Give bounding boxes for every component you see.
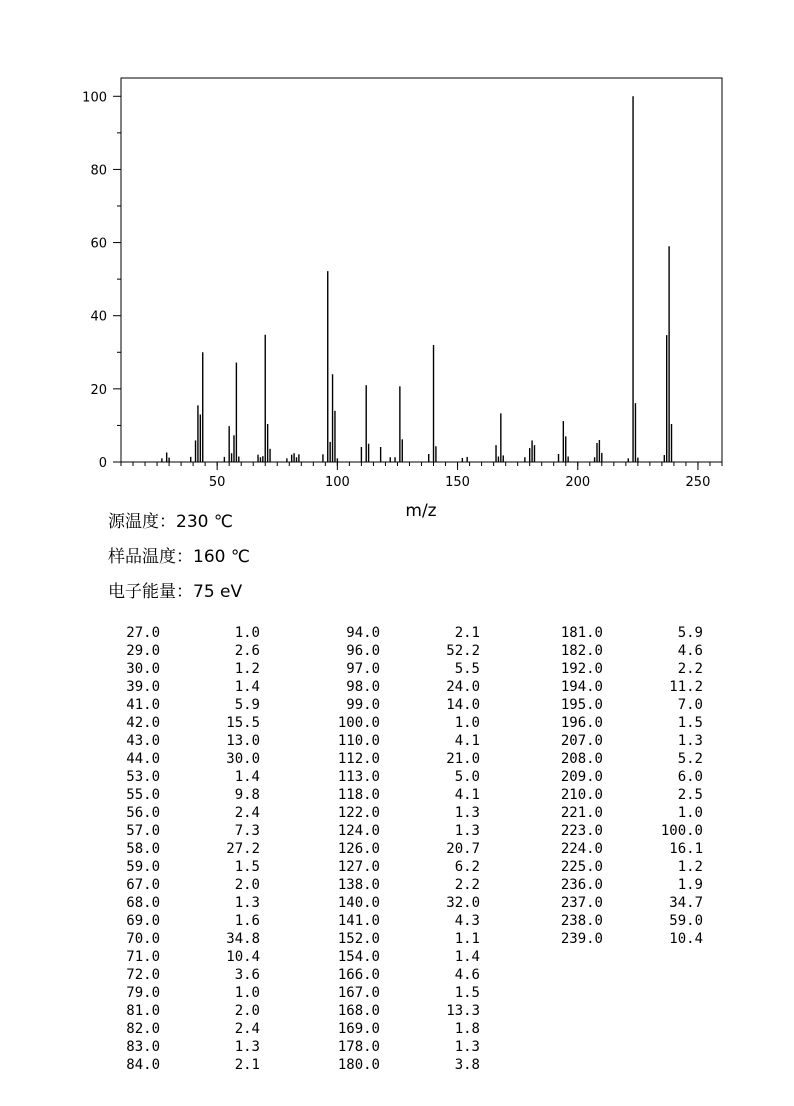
peak-intensity-value: 2.0 — [234, 877, 260, 893]
peak-intensity-value: 5.9 — [677, 625, 703, 641]
peak-intensity-value: 2.1 — [454, 625, 480, 641]
peak-mz-value: 72.0 — [126, 967, 160, 983]
y-tick-label: 0 — [98, 456, 107, 471]
peak-intensity-value: 4.6 — [454, 967, 480, 983]
peak-mz-value: 141.0 — [337, 913, 380, 929]
peak-mz-value: 225.0 — [560, 859, 603, 875]
peak-intensity-value: 2.1 — [234, 1057, 260, 1073]
peak-intensity-value: 1.2 — [677, 859, 703, 875]
peak-intensity-value: 1.0 — [234, 985, 260, 1001]
peak-intensity-value: 5.5 — [454, 661, 480, 677]
source-temperature: 源温度：230 ℃ — [108, 512, 233, 532]
peak-table — [0, 624, 794, 1074]
peak-mz-value: 98.0 — [346, 679, 380, 695]
peak-mz-value: 178.0 — [337, 1039, 380, 1055]
peak-intensity-value: 6.0 — [677, 769, 703, 785]
peak-mz-value: 42.0 — [126, 715, 160, 731]
peak-mz-value: 169.0 — [337, 1021, 380, 1037]
peak-intensity-value: 4.3 — [454, 913, 480, 929]
peak-col-2-mz — [310, 624, 380, 1074]
peak-intensity-value: 2.6 — [234, 643, 260, 659]
peak-intensity-value: 9.8 — [234, 787, 260, 803]
peak-intensity-value: 11.2 — [669, 679, 703, 695]
peak-intensity-value: 2.5 — [677, 787, 703, 803]
peak-intensity-value: 1.3 — [454, 805, 480, 821]
y-tick-label: 20 — [90, 382, 107, 398]
peak-mz-value: 236.0 — [560, 877, 603, 893]
peak-mz-value: 180.0 — [337, 1057, 380, 1073]
peak-mz-value: 124.0 — [337, 823, 380, 839]
x-axis-title: m/z — [405, 501, 437, 521]
peak-intensity-value: 5.0 — [454, 769, 480, 785]
peak-mz-value: 79.0 — [126, 985, 160, 1001]
peak-mz-value: 138.0 — [337, 877, 380, 893]
peak-intensity-value: 1.9 — [677, 877, 703, 893]
peak-mz-value: 182.0 — [560, 643, 603, 659]
peak-intensity-value: 21.0 — [446, 751, 480, 767]
x-tick-label: 50 — [208, 475, 226, 490]
peak-mz-value: 71.0 — [126, 949, 160, 965]
peak-mz-value: 196.0 — [560, 715, 603, 731]
peak-mz-value: 224.0 — [560, 841, 603, 857]
peak-mz-value: 68.0 — [126, 895, 160, 911]
peak-intensity-value: 13.0 — [226, 733, 260, 749]
peak-intensity-value: 1.3 — [454, 823, 480, 839]
peak-intensity-value: 1.4 — [454, 949, 480, 965]
peak-intensity-value: 16.1 — [669, 841, 703, 857]
y-tick-label: 100 — [82, 90, 107, 106]
peak-intensity-value: 27.2 — [226, 841, 260, 857]
peak-mz-value: 192.0 — [560, 661, 603, 677]
peak-intensity-value: 1.5 — [234, 859, 260, 875]
peak-mz-value: 207.0 — [560, 733, 603, 749]
peak-mz-value: 152.0 — [337, 931, 380, 947]
y-tick-label: 80 — [90, 163, 107, 179]
plot-frame — [121, 78, 722, 462]
peak-mz-value: 53.0 — [126, 769, 160, 785]
sample-temperature: 样品温度：160 ℃ — [108, 547, 250, 567]
peak-mz-value: 126.0 — [337, 841, 380, 857]
peak-intensity-value: 34.7 — [669, 895, 703, 911]
peak-mz-value: 67.0 — [126, 877, 160, 893]
peak-intensity-value: 1.3 — [677, 733, 703, 749]
peak-mz-value: 43.0 — [126, 733, 160, 749]
peak-mz-value: 57.0 — [126, 823, 160, 839]
peak-intensity-value: 5.2 — [677, 751, 703, 767]
peak-mz-value: 56.0 — [126, 805, 160, 821]
peak-mz-value: 29.0 — [126, 643, 160, 659]
peak-intensity-value: 2.4 — [234, 805, 260, 821]
peak-mz-value: 127.0 — [337, 859, 380, 875]
peak-intensity-value: 1.4 — [234, 679, 260, 695]
peak-intensity-value: 1.6 — [234, 913, 260, 929]
peak-mz-value: 70.0 — [126, 931, 160, 947]
peak-mz-value: 27.0 — [126, 625, 160, 641]
major-ticks — [82, 90, 710, 490]
peak-mz-value: 39.0 — [126, 679, 160, 695]
peak-col-3-intensity — [633, 624, 703, 948]
mass-spectrum-chart — [0, 0, 794, 530]
peak-mz-value: 69.0 — [126, 913, 160, 929]
peak-intensity-value: 24.0 — [446, 679, 480, 695]
peak-intensity-value: 1.5 — [454, 985, 480, 1001]
electron-energy: 电子能量：75 eV — [108, 582, 243, 602]
peak-mz-value: 167.0 — [337, 985, 380, 1001]
peak-mz-value: 30.0 — [126, 661, 160, 677]
peak-intensity-value: 7.3 — [234, 823, 260, 839]
x-tick-label: 150 — [445, 475, 470, 490]
peak-mz-value: 237.0 — [560, 895, 603, 911]
peak-col-3-mz — [533, 624, 603, 948]
peak-mz-value: 97.0 — [346, 661, 380, 677]
peak-mz-value: 100.0 — [337, 715, 380, 731]
peak-intensity-value: 10.4 — [669, 931, 703, 947]
peak-intensity-value: 1.5 — [677, 715, 703, 731]
peak-intensity-value: 30.0 — [226, 751, 260, 767]
spectrum-bars — [162, 96, 672, 462]
peak-intensity-value: 2.4 — [234, 1021, 260, 1037]
minor-ticks — [117, 133, 722, 466]
peak-mz-value: 96.0 — [346, 643, 380, 659]
peak-mz-value: 94.0 — [346, 625, 380, 641]
peak-intensity-value: 2.2 — [454, 877, 480, 893]
peak-intensity-value: 4.6 — [677, 643, 703, 659]
peak-intensity-value: 1.2 — [234, 661, 260, 677]
peak-mz-value: 41.0 — [126, 697, 160, 713]
peak-col-1-intensity — [190, 624, 260, 1074]
peak-mz-value: 118.0 — [337, 787, 380, 803]
peak-intensity-value: 3.8 — [454, 1057, 480, 1073]
peak-intensity-value: 52.2 — [446, 643, 480, 659]
peak-intensity-value: 1.0 — [454, 715, 480, 731]
peak-mz-value: 122.0 — [337, 805, 380, 821]
peak-intensity-value: 7.0 — [677, 697, 703, 713]
peak-mz-value: 210.0 — [560, 787, 603, 803]
x-tick-label: 100 — [324, 475, 350, 490]
y-tick-label: 40 — [90, 309, 107, 325]
peak-intensity-value: 1.1 — [454, 931, 480, 947]
peak-intensity-value: 2.2 — [677, 661, 703, 677]
x-tick-label: 250 — [685, 475, 711, 490]
peak-mz-value: 81.0 — [126, 1003, 160, 1019]
peak-intensity-value: 14.0 — [446, 697, 480, 713]
peak-intensity-value: 5.9 — [234, 697, 260, 713]
peak-intensity-value: 10.4 — [226, 949, 260, 965]
peak-mz-value: 166.0 — [337, 967, 380, 983]
peak-mz-value: 112.0 — [337, 751, 380, 767]
peak-intensity-value: 32.0 — [446, 895, 480, 911]
peak-mz-value: 239.0 — [560, 931, 603, 947]
peak-intensity-value: 1.0 — [234, 625, 260, 641]
peak-mz-value: 195.0 — [560, 697, 603, 713]
peak-intensity-value: 6.2 — [454, 859, 480, 875]
peak-intensity-value: 1.3 — [234, 895, 260, 911]
peak-mz-value: 194.0 — [560, 679, 603, 695]
peak-mz-value: 83.0 — [126, 1039, 160, 1055]
peak-intensity-value: 1.0 — [677, 805, 703, 821]
peak-mz-value: 44.0 — [126, 751, 160, 767]
peak-intensity-value: 59.0 — [669, 913, 703, 929]
peak-intensity-value: 100.0 — [660, 823, 703, 839]
peak-mz-value: 110.0 — [337, 733, 380, 749]
peak-intensity-value: 2.0 — [234, 1003, 260, 1019]
peak-intensity-value: 1.3 — [454, 1039, 480, 1055]
peak-intensity-value: 20.7 — [446, 841, 480, 857]
peak-mz-value: 59.0 — [126, 859, 160, 875]
peak-mz-value: 113.0 — [337, 769, 380, 785]
peak-intensity-value: 1.3 — [234, 1039, 260, 1055]
peak-mz-value: 84.0 — [126, 1057, 160, 1073]
peak-mz-value: 223.0 — [560, 823, 603, 839]
peak-intensity-value: 1.8 — [454, 1021, 480, 1037]
peak-mz-value: 82.0 — [126, 1021, 160, 1037]
peak-intensity-value: 4.1 — [454, 733, 480, 749]
peak-mz-value: 208.0 — [560, 751, 603, 767]
peak-mz-value: 99.0 — [346, 697, 380, 713]
peak-mz-value: 140.0 — [337, 895, 380, 911]
peak-intensity-value: 13.3 — [446, 1003, 480, 1019]
peak-col-2-intensity — [410, 624, 480, 1074]
peak-mz-value: 238.0 — [560, 913, 603, 929]
peak-mz-value: 221.0 — [560, 805, 603, 821]
y-tick-label: 60 — [90, 236, 107, 252]
peak-intensity-value: 3.6 — [234, 967, 260, 983]
peak-intensity-value: 15.5 — [226, 715, 260, 731]
peak-mz-value: 55.0 — [126, 787, 160, 803]
x-tick-label: 200 — [565, 475, 591, 490]
peak-intensity-value: 1.4 — [234, 769, 260, 785]
peak-mz-value: 154.0 — [337, 949, 380, 965]
peak-intensity-value: 4.1 — [454, 787, 480, 803]
peak-intensity-value: 34.8 — [226, 931, 260, 947]
peak-mz-value: 168.0 — [337, 1003, 380, 1019]
peak-mz-value: 209.0 — [560, 769, 603, 785]
peak-mz-value: 181.0 — [560, 625, 603, 641]
peak-col-1-mz — [100, 624, 160, 1074]
peak-mz-value: 58.0 — [126, 841, 160, 857]
